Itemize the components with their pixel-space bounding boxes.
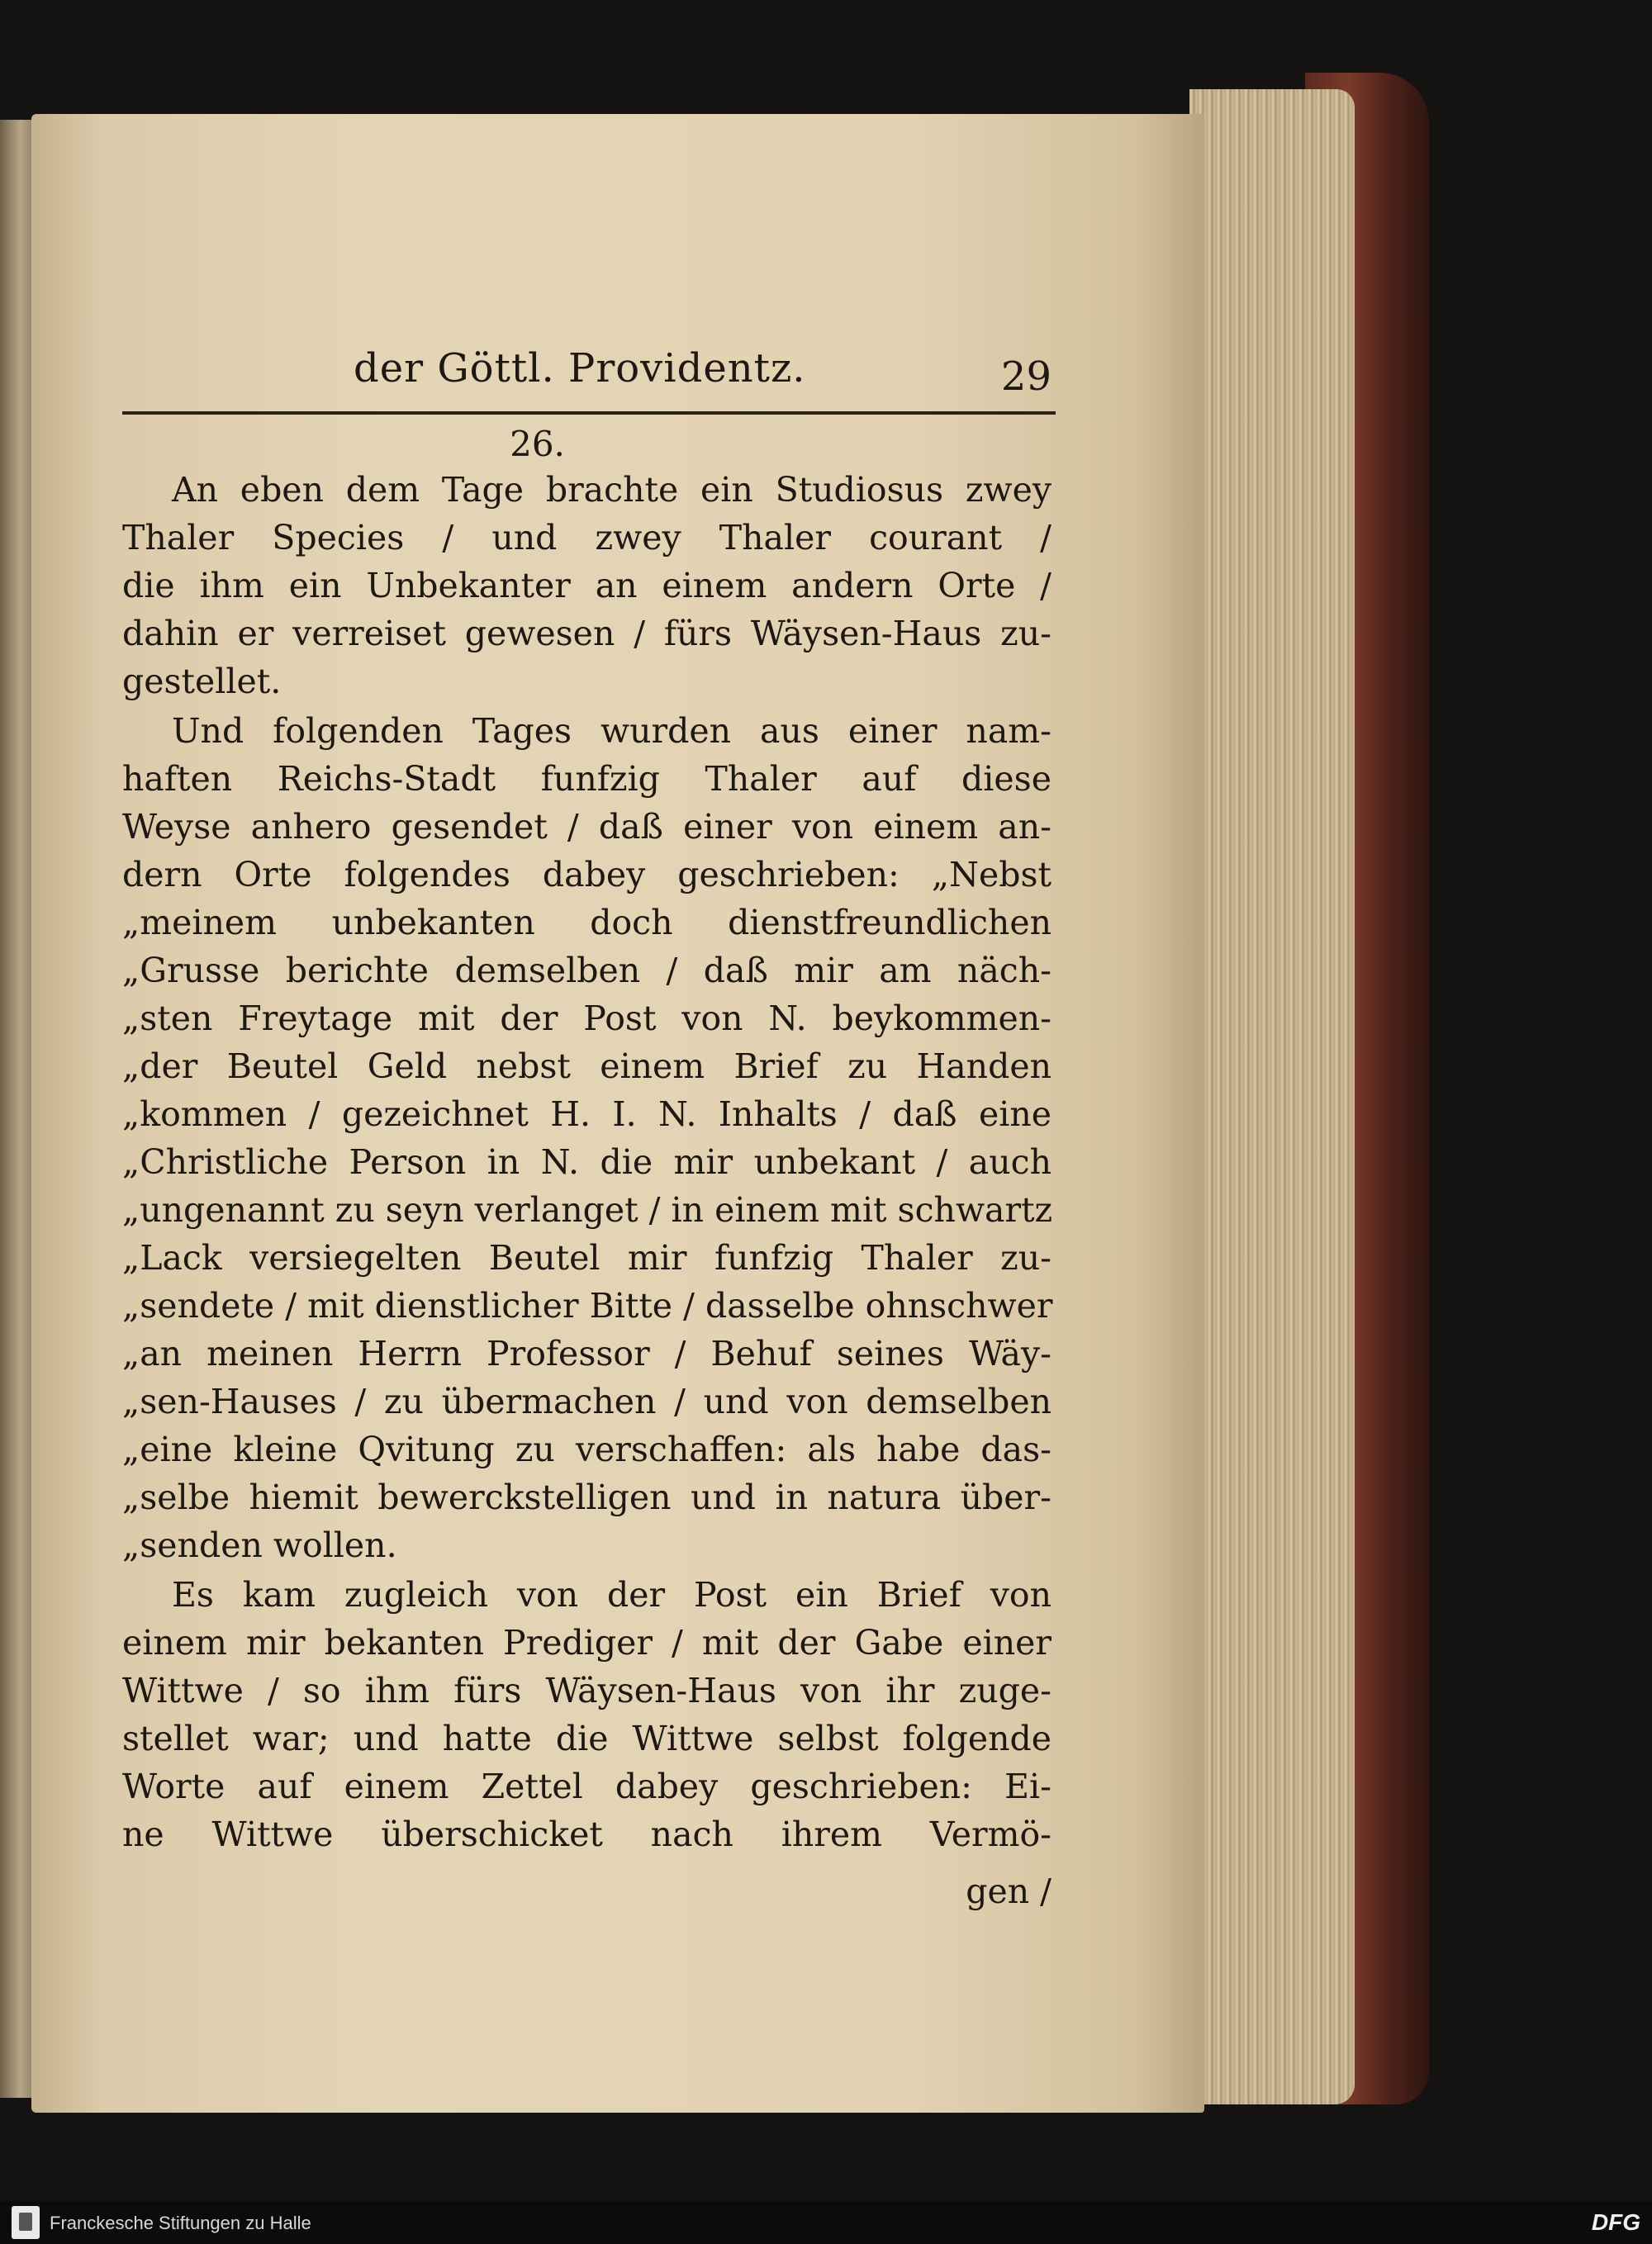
text-line: „meinem unbekanten doch dienstfreundlichen [122, 903, 1051, 942]
running-head [122, 345, 1051, 411]
paragraph-2 [122, 707, 1051, 1569]
text-line: Weyse anhero gesendet / daß einer von einem an- [122, 807, 1051, 847]
text-line: „selbe hiemit bewerckstelligen und in natura über- [122, 1478, 1051, 1517]
text-line: „sendete / mit dienstlicher Bitte / dasselbe ohnschwer [122, 1286, 1053, 1326]
text-line: „sten Freytage mit der Post von N. beykommen- [122, 999, 1051, 1038]
text-line: dahin er verreiset gewesen / fürs Wäysen-Haus zu- [122, 614, 1051, 653]
text-line: die ihm ein Unbekanter an einem andern Orte / [122, 566, 1051, 605]
institution-logo-icon [12, 2206, 40, 2239]
text-block [122, 345, 1053, 1911]
catchword: gen / [966, 1872, 1051, 1911]
book-page [31, 114, 1204, 2113]
text-line: „kommen / gezeichnet H. I. N. Inhalts / daß eine [122, 1094, 1051, 1134]
text-line: An eben dem Tage brachte ein Studiosus zwey [172, 470, 1051, 510]
text-line: „ungenannt zu seyn verlanget / in einem mit schwartz [122, 1190, 1053, 1230]
footer-institution: Franckesche Stiftungen zu Halle [50, 2213, 311, 2233]
footer-bar [0, 2201, 1652, 2244]
text-line: „sen-Hauses / zu übermachen / und von demselben [122, 1382, 1051, 1421]
text-line: Wittwe / so ihm fürs Wäysen-Haus von ihr zuge- [122, 1671, 1051, 1710]
page-number: 29 [1000, 353, 1051, 400]
text-line: haften Reichs-Stadt funfzig Thaler auf diese [122, 759, 1051, 799]
text-line: einem mir bekanten Prediger / mit der Gabe einer [122, 1623, 1051, 1663]
page-stack-edge [1189, 89, 1355, 2104]
text-line: „der Beutel Geld nebst einem Brief zu Handen [122, 1046, 1051, 1086]
text-line: „Lack versiegelten Beutel mir funfzig Thaler zu- [122, 1238, 1051, 1278]
text-line: Worte auf einem Zettel dabey geschrieben: Ei- [122, 1767, 1051, 1806]
text-line: Es kam zugleich von der Post ein Brief von [172, 1575, 1051, 1615]
text-line: dern Orte folgendes dabey geschrieben: „Nebst [122, 855, 1051, 894]
text-line: Thaler Species / und zwey Thaler courant / [122, 518, 1051, 557]
text-line: stellet war; und hatte die Wittwe selbst folgende [122, 1719, 1051, 1758]
dfg-logo: DFG [1591, 2209, 1640, 2235]
paragraph-3 [122, 1571, 1051, 1858]
paragraph-1 [122, 466, 1051, 705]
head-rule [122, 411, 1056, 415]
section-number: 26. [510, 424, 565, 464]
text-line: ne Wittwe überschicket nach ihrem Vermö- [122, 1815, 1051, 1854]
text-line: „an meinen Herrn Professor / Behuf seines Wäy- [122, 1334, 1051, 1373]
text-line: „Christliche Person in N. die mir unbekant / auch [122, 1142, 1051, 1182]
text-line: „Grusse berichte demselben / daß mir am näch- [122, 951, 1051, 990]
text-line: „senden wollen. [122, 1525, 397, 1565]
text-line: gestellet. [122, 662, 282, 701]
running-title: der Göttl. Providentz. [354, 345, 806, 391]
text-line: „eine kleine Qvitung zu verschaffen: als habe das- [122, 1430, 1051, 1469]
text-line: Und folgenden Tages wurden aus einer nam- [172, 711, 1051, 751]
